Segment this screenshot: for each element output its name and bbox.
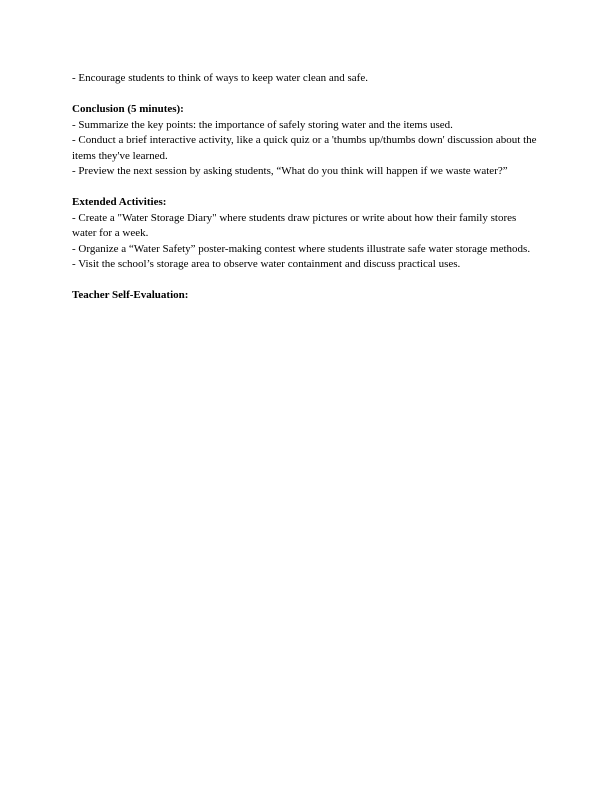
extended-activity-item: - Create a "Water Storage Diary" where students draw pictures or write about how their family stores water for a week. <box>72 211 517 239</box>
conclusion-item: - Preview the next session by asking students, “What do you think will happen if we waste water?” <box>72 165 508 177</box>
spacer <box>72 87 540 103</box>
conclusion-section <box>72 102 540 180</box>
self-evaluation-section <box>72 288 540 304</box>
document-body <box>72 71 540 304</box>
extended-activity-item: - Organize a “Water Safety” poster-making contest where students illustrate safe water storage methods. <box>72 242 531 255</box>
conclusion-item: - Summarize the key points: the importance of safely storing water and the items used. <box>72 118 453 131</box>
intro-bullet: - Encourage students to think of ways to keep water clean and safe. <box>72 72 368 84</box>
conclusion-item: - Conduct a brief interactive activity, like a quick quiz or a 'thumbs up/thumbs down' discussion about the items they've learned. <box>72 134 537 162</box>
spacer <box>72 180 540 196</box>
extended-activities-heading: Extended Activities: <box>72 196 167 208</box>
self-evaluation-heading: Teacher Self-Evaluation: <box>72 289 189 301</box>
conclusion-heading: Conclusion (5 minutes): <box>72 103 184 115</box>
extended-activity-item: - Visit the school’s storage area to observe water containment and discuss practical uses. <box>72 258 461 270</box>
extended-activities-section <box>72 195 540 273</box>
spacer <box>72 273 540 289</box>
